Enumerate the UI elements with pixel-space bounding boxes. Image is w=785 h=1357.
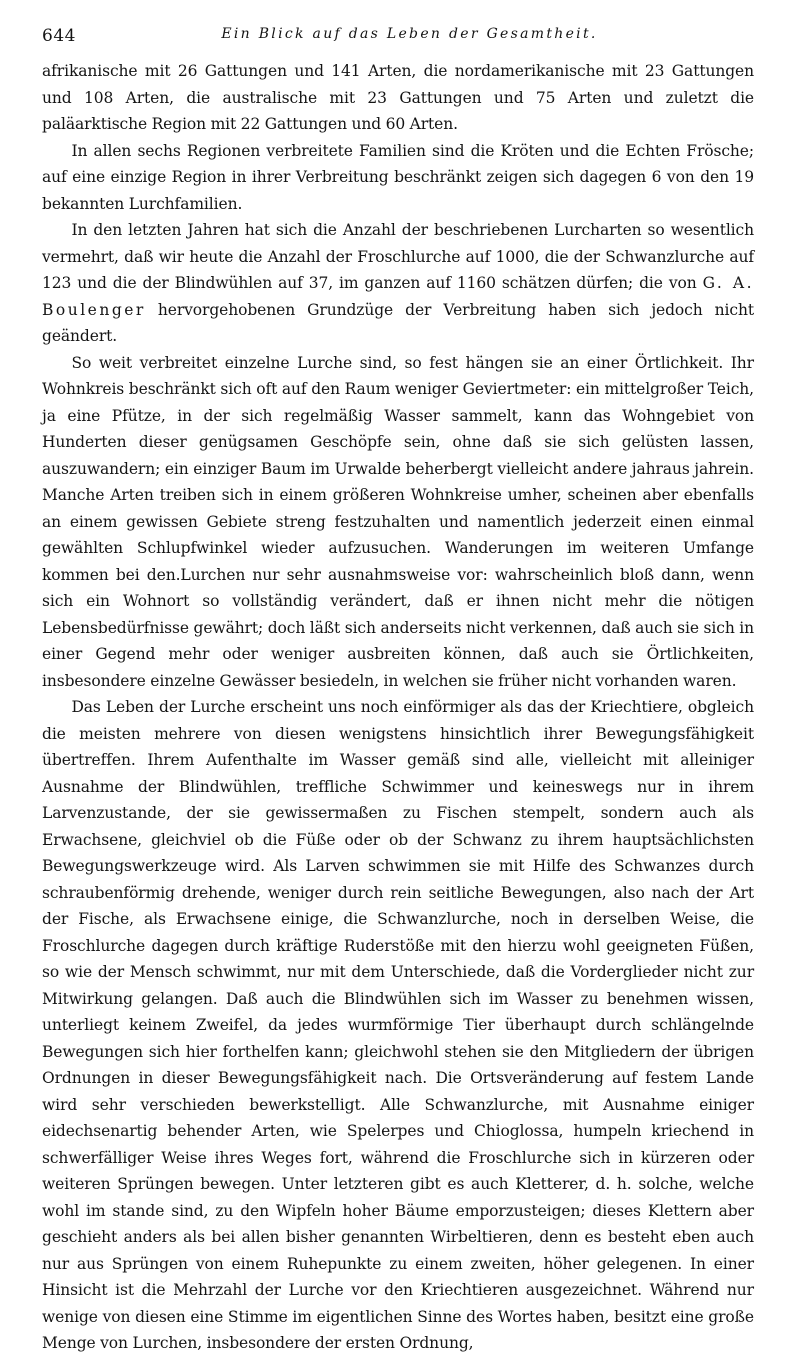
text-run: afrikanische mit 26 Gattungen und 141 Arten, die nordamerikanische mit 23 Gattungen und 108 Arten, die australische mit 23 Gattungen und 75 Arten und zuletzt die paläarktische Region mit 22 Gattungen und 60 Arten. xyxy=(42,62,754,133)
paragraph xyxy=(42,58,754,138)
text-run: Das Leben der Lurche erscheint uns noch einförmiger als das der Kriechtiere, obgleich die meisten mehrere von diesen wenigstens hinsichtlich ihrer Bewegungsfähigkeit übertreffen. Ihrem Aufenthalte im Wasser gemäß sind alle, vielleicht mit alleiniger Ausnahme der Blindwühlen, treffliche Schwimmer und keineswegs nur in ihrem Larvenzustande, der sie gewissermaßen zu Fischen stempelt, sondern auch als Erwachsene, gleichviel ob die Füße oder ob der Schwanz zu ihrem hauptsächlichsten Bewegungswerkzeuge wird. Als Larven schwimmen sie mit Hilfe des Schwanzes durch schraubenförmig drehende, weniger durch rein seitliche Bewegungen, also nach der Art der Fische, als Erwachsene einige, die Schwanzlurche, noch in derselben Weise, die Froschlurche dagegen durch kräftige Ruderstöße mit den hierzu wohl geeigneten Füßen, so wie der Mensch schwimmt, nur mit dem Unterschiede, daß die Vorderglieder nicht zur Mitwirkung gelangen. Daß auch die Blindwühlen sich im Wasser zu benehmen wissen, unterliegt keinem Zweifel, da jedes wurmförmige Tier überhaupt durch schlängelnde Bewegungen sich hier forthelfen kann; gleichwohl stehen sie den Mitgliedern der übrigen Ordnungen in dieser Bewegungsfähigkeit nach. Die Ortsveränderung auf festem Lande wird sehr verschieden bewerkstelligt. Alle Schwanzlurche, mit Ausnahme einiger eidechsenartig behender Arten, wie xyxy=(42,698,754,1140)
text-run: hervorgehobenen Grundzüge der Verbreitung haben sich jedoch nicht geändert. xyxy=(42,300,754,345)
running-title: Ein Blick auf das Leben der Gesamtheit. xyxy=(221,26,598,42)
body-text xyxy=(42,58,754,1357)
text-run: und xyxy=(424,1122,474,1140)
text-run: In allen sechs Regionen verbreitete Familien sind die Kröten und die Echten Frösche; auf eine einzige Region in ihrer Verbreitung beschränkt zeigen sich dagegen 6 von den 19 bekannten Lurchfamilien. xyxy=(42,141,754,213)
paragraph xyxy=(42,138,754,218)
page-header xyxy=(32,22,757,52)
page-number: 644 xyxy=(42,26,76,46)
paragraph xyxy=(42,217,754,350)
text-run: , humpeln kriechend in schwerfälliger Weise ihres Weges fort, während die Froschlurche sich in kürzeren oder weiteren Sprüngen bewegen. Unter letzteren gibt es auch Kletterer, d. h. solche, welche wohl im stande sind, zu den Wipfeln hoher Bäume emporzusteigen; dieses Klettern aber geschieht anders als bei allen bisher genannten Wirbeltieren, denn es besteht eben auch nur aus Sprüngen von einem Ruhepunkte zu einem zweiten, höher gelegenen. In einer Hinsicht ist die Mehrzahl der Lurche vor den Kriechtieren ausgezeichnet. Während nur wenige von diesen eine Stimme im eigentlichen Sinne des Wortes haben, besitzt eine große Menge von Lurchen, insbesondere der ersten Ordnung, xyxy=(42,1122,754,1352)
paragraph xyxy=(42,350,754,695)
author-name: G. A. Boulenger xyxy=(42,274,754,319)
text-run: So weit verbreitet einzelne Lurche sind, so fest hängen sie an einer Örtlichkeit. Ihr Wohnkreis beschränkt sich oft auf den Raum weniger Geviertmeter: ein mittelgroßer Teich, ja eine Pfütze, in der sich regelmäßig Wasser sammelt, kann das Wohngebiet von Hunderten dieser genügsamen Geschöpfe sein, ohne daß sie sich gelüsten lassen, auszuwandern; ein einziger Baum im Urwalde beherbergt vielleicht andere jahraus jahrein. Manche Arten treiben sich in einem größeren Wohnkreise umher, scheinen aber ebenfalls an einem gewissen Gebiete streng festzuhalten und namentlich jederzeit einen einmal gewählten Schlupfwinkel wieder aufzusuchen. Wanderungen im weiteren Umfange kommen bei den.Lurchen nur sehr ausnahmsweise vor: wahrscheinlich bloß dann, wenn sich ein Wohnort so vollständig verändert, daß er ihnen nicht mehr die nötigen Lebensbedürfnisse gewährt; doch läßt sich anderseits nicht verkennen, daß auch sie sich in einer Gegend mehr oder weniger ausbreiten können, daß auch sie Örtlichkeiten, insbesondere einzelne Gewässer besiedeln, in welchen sie früher nicht vorhanden waren. xyxy=(42,353,754,690)
genus-name: Spelerpes xyxy=(346,1122,425,1140)
text-run: In den letzten Jahren hat sich die Anzahl der beschriebenen Lurcharten so wesentlich vermehrt, daß wir heute die Anzahl der Froschlurche auf 1000, die der Schwanzlurche auf 123 und die der Blindwühlen auf 37, im ganzen auf 1160 schätzen dürfen; die von xyxy=(42,221,754,292)
genus-name: Chioglossa xyxy=(474,1122,559,1140)
paragraph xyxy=(42,694,754,1357)
